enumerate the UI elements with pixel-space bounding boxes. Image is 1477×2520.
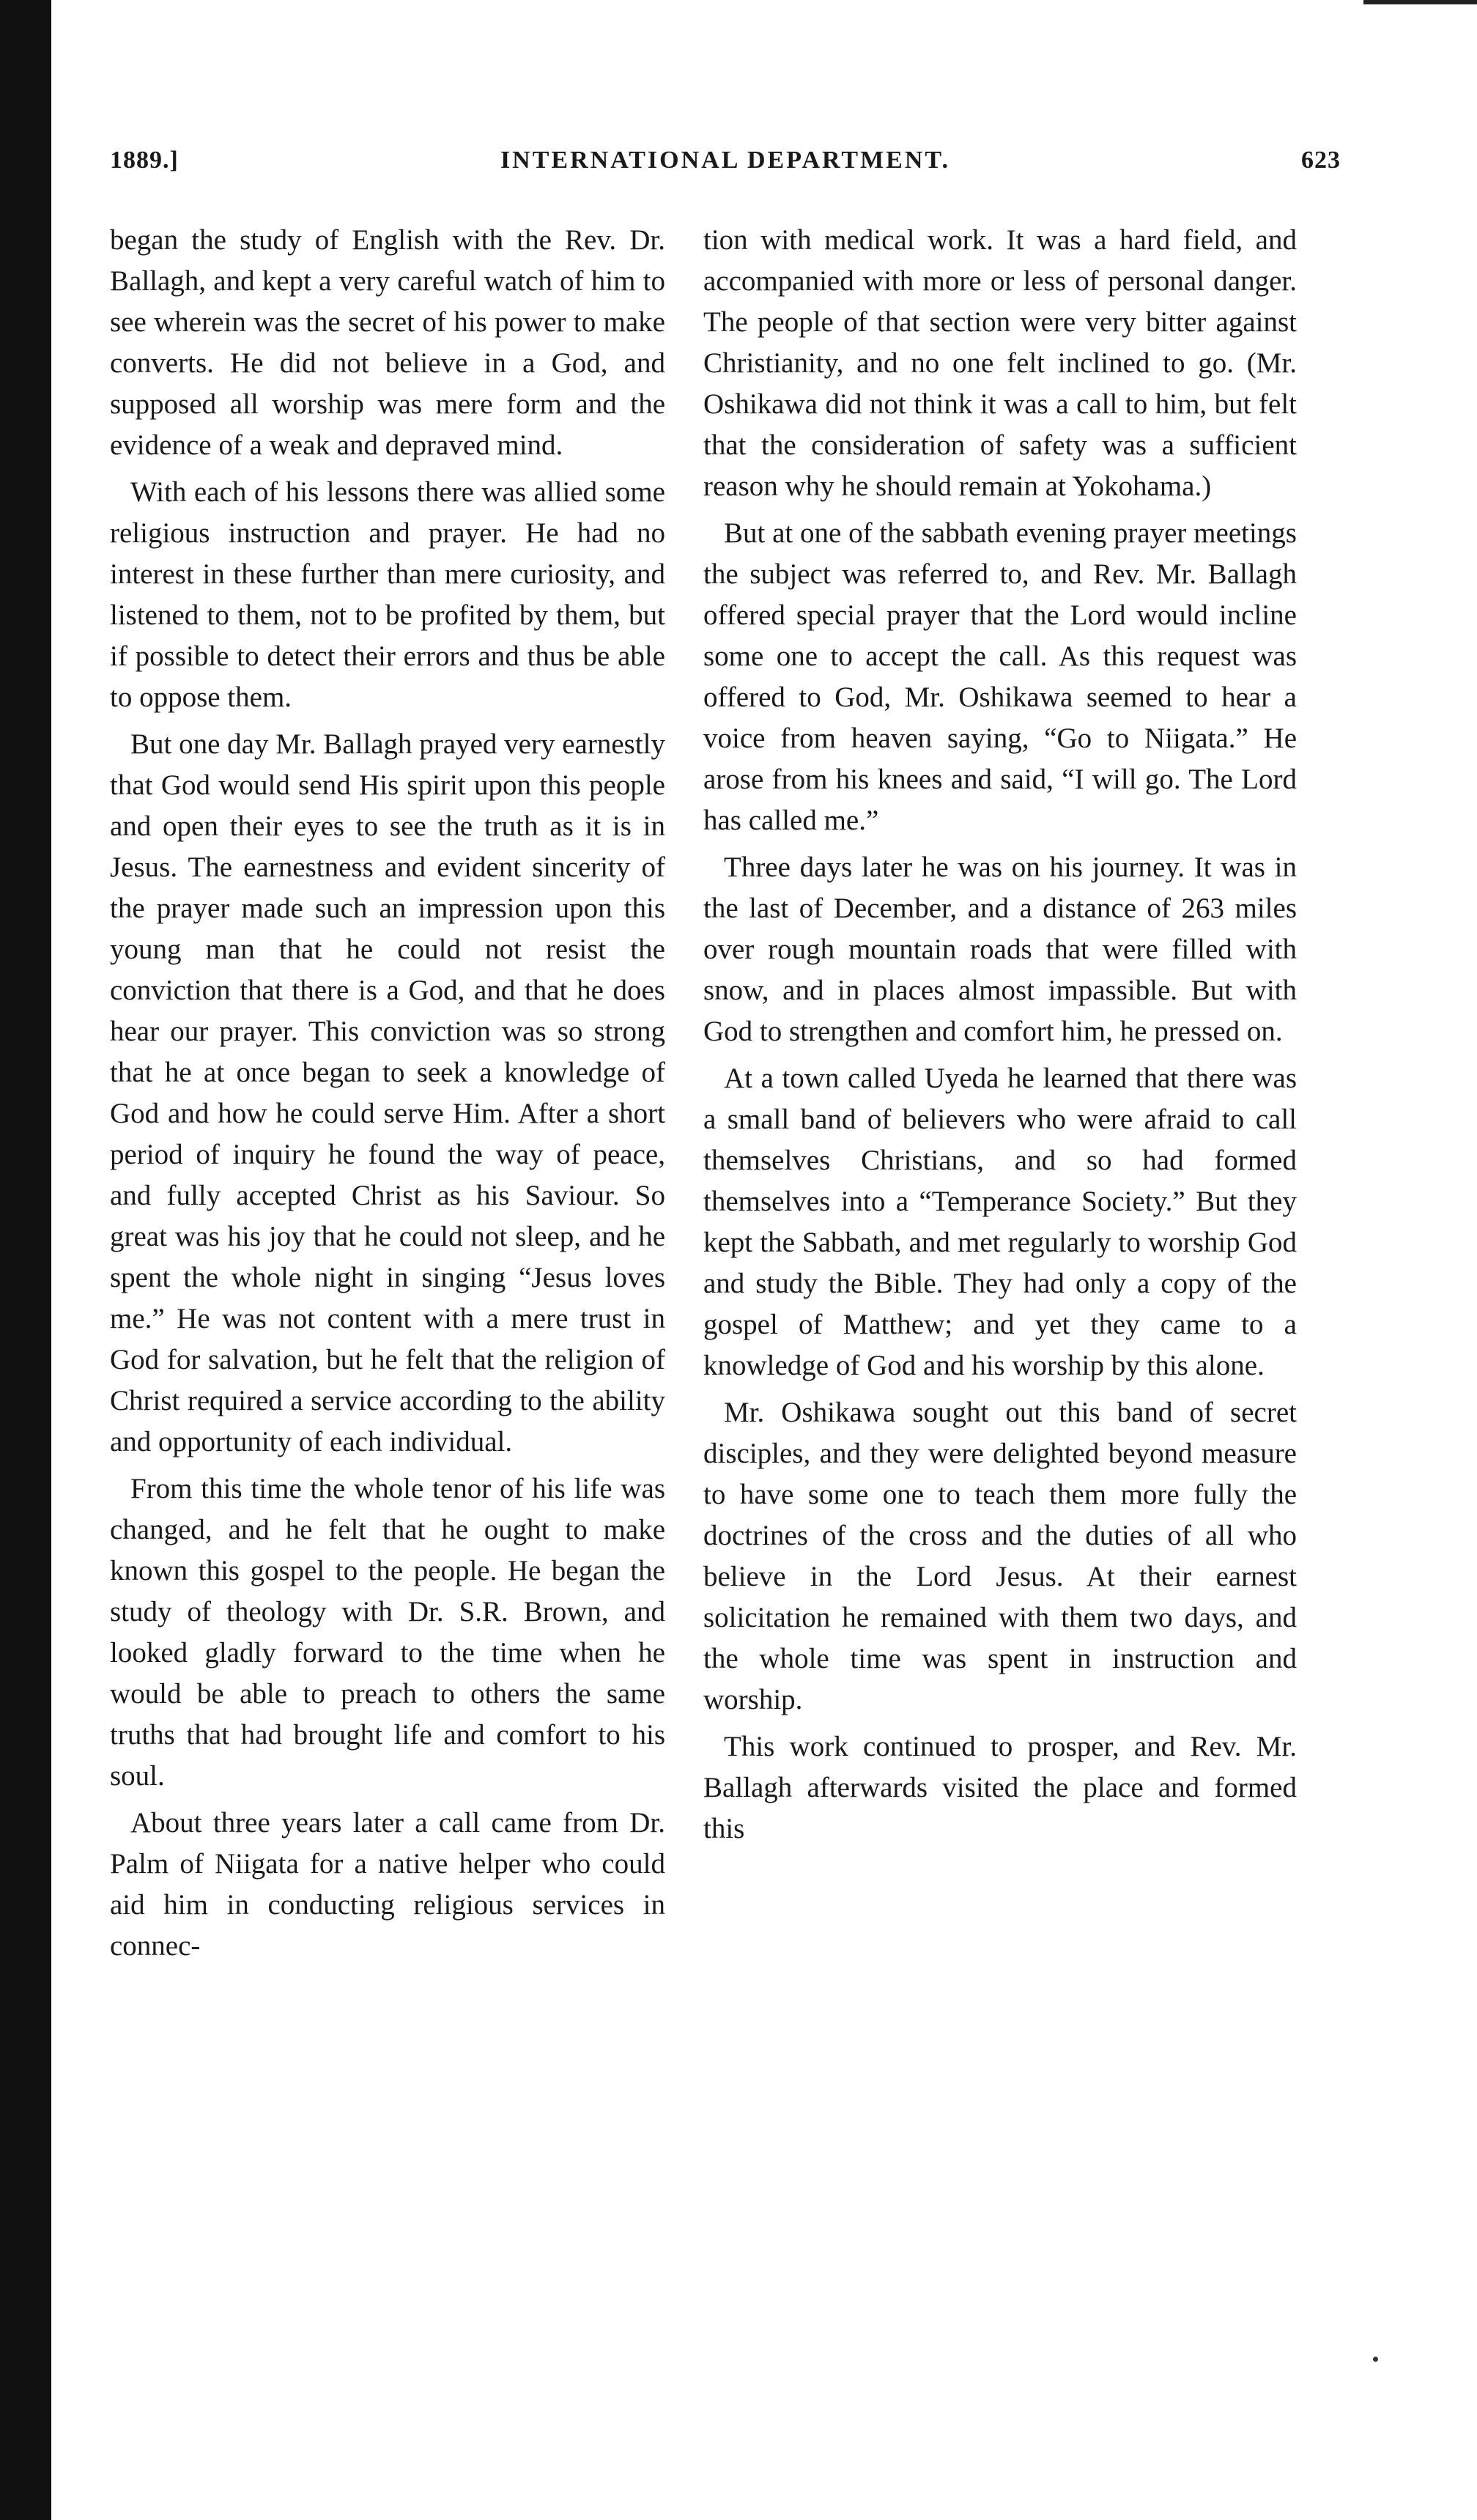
- page-number: 623: [1301, 147, 1341, 174]
- paragraph: From this time the whole tenor of his life was changed, and he felt that he ought to make known this gospel to the people. He began the study of theology with Dr. S.R. Brown, and looked gladly forward to the time when he would be able to preach to others the same truths that had brought life and comfort to his soul.: [110, 1473, 665, 1792]
- paragraph: This work continued to prosper, and Rev. Mr. Ballagh afterwards visited the place and formed this: [703, 1731, 1297, 1844]
- paragraph: With each of his lessons there was allied some religious instruction and prayer. He had no interest in these further than mere curiosity, and listened to them, not to be profited by them, but if possible to detect their errors and thus be able to oppose them.: [110, 476, 665, 713]
- right-column: [703, 220, 1297, 1855]
- paragraph: But at one of the sabbath evening prayer meetings the subject was referred to, and Rev. Mr. Ballagh offered special prayer that the Lord would incline some one to accept the call. As this request was offered to God, Mr. Oshikawa seemed to hear a voice from heaven saying, “Go to Niigata.” He arose from his knees and said, “I will go. The Lord has called me.”: [703, 517, 1297, 836]
- header-year: 1889.]: [110, 147, 179, 174]
- scan-edge-left: [0, 0, 51, 2520]
- paragraph: Mr. Oshikawa sought out this band of secret disciples, and they were delighted beyond measure to have some one to teach them more fully the doctrines of the cross and the duties of all who believe in the Lord Jesus. At their earnest solicitation he remained with them two days, and the whole time was spent in instruction and worship.: [703, 1397, 1297, 1715]
- running-header: [110, 147, 1341, 191]
- margin-mark: [1373, 2357, 1378, 2362]
- header-title: INTERNATIONAL DEPARTMENT.: [500, 147, 951, 174]
- left-column: [110, 220, 665, 1973]
- paragraph: About three years later a call came from Dr. Palm of Niigata for a native helper who could aid him in conducting religious services in connec-: [110, 1807, 665, 1962]
- paragraph: But one day Mr. Ballagh prayed very earnestly that God would send His spirit upon this people and open their eyes to see the truth as it is in Jesus. The earnestness and evident sincerity of the prayer made such an impression upon this young man that he could not resist the conviction that there is a God, and that he does hear our prayer. This conviction was so strong that he at once began to seek a knowledge of God and how he could serve Him. After a short period of inquiry he found the way of peace, and fully accepted Christ as his Saviour. So great was his joy that he could not sleep, and he spent the whole night in singing “Jesus loves me.” He was not content with a mere trust in God for salvation, but he felt that the religion of Christ required a service according to the ability and opportunity of each individual.: [110, 728, 665, 1457]
- paragraph: tion with medical work. It was a hard field, and accompanied with more or less of personal danger. The people of that section were very bitter against Christianity, and no one felt inclined to go. (Mr. Oshikawa did not think it was a call to him, but felt that the consideration of safety was a sufficient reason why he should remain at Yokohama.): [703, 224, 1297, 502]
- paragraph: Three days later he was on his journey. It was in the last of December, and a distance of 263 miles over rough mountain roads that were filled with snow, and in places almost impassible. But with God to strengthen and comfort him, he pressed on.: [703, 851, 1297, 1047]
- scan-edge-top: [1363, 0, 1477, 4]
- paragraph: began the study of English with the Rev. Dr. Ballagh, and kept a very careful watch of him to see wherein was the secret of his power to make converts. He did not believe in a God, and supposed all worship was mere form and the evidence of a weak and depraved mind.: [110, 224, 665, 461]
- paragraph: At a town called Uyeda he learned that there was a small band of believers who were afraid to call themselves Christians, and so had formed themselves into a “Temperance Society.” But they kept the Sabbath, and met regularly to worship God and study the Bible. They had only a copy of the gospel of Matthew; and yet they came to a knowledge of God and his worship by this alone.: [703, 1063, 1297, 1381]
